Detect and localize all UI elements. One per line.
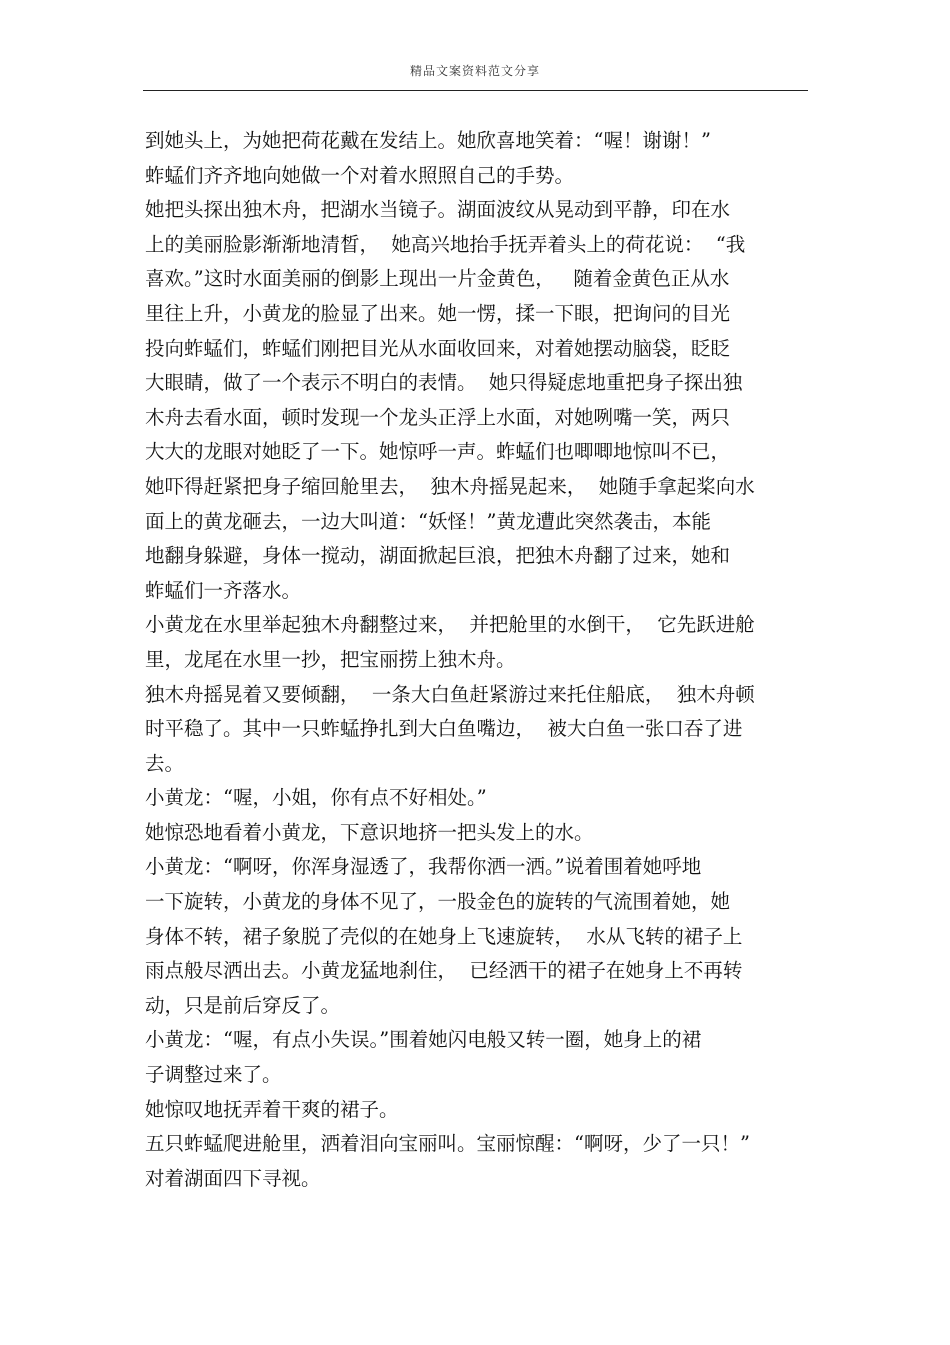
header-divider xyxy=(143,90,808,91)
text-line: 小黄龙：“喔，有点小失误。”围着她闪电般又转一圈，她身上的裙 xyxy=(145,1028,702,1052)
text-line: 对着湖面四下寻视。 xyxy=(145,1166,321,1190)
text-line: 身体不转，裙子象脱了壳似的在她身上飞速旋转， 水从飞转的裙子上 xyxy=(145,924,743,948)
text-line: 面上的黄龙砸去，一边大叫道：“妖怪！”黄龙遭此突然袭击，本能 xyxy=(145,509,711,533)
text-line: 动，只是前后穿反了。 xyxy=(145,993,341,1017)
text-line: 蚱蜢们齐齐地向她做一个对着水照照自己的手势。 xyxy=(145,163,575,187)
text-line: 时平稳了。其中一只蚱蜢挣扎到大白鱼嘴边， 被大白鱼一张口吞了进 xyxy=(145,717,743,741)
text-line: 去。 xyxy=(145,751,185,775)
text-line: 独木舟摇晃着又要倾翻， 一条大白鱼赶紧游过来托住船底， 独木舟顿 xyxy=(145,682,755,706)
text-line: 到她头上，为她把荷花戴在发结上。她欣喜地笑着：“喔！谢谢！” xyxy=(145,129,711,152)
document-body xyxy=(145,124,815,1196)
text-line: 小黄龙：“喔，小姐，你有点不好相处。” xyxy=(145,786,487,810)
text-line: 蚱蜢们一齐落水。 xyxy=(145,578,302,602)
text-line: 喜欢。”这时水面美丽的倒影上现出一片金黄色， 随着金黄色正从水 xyxy=(145,267,730,291)
text-line: 子调整过来了。 xyxy=(145,1063,282,1087)
text-line: 她把头探出独木舟，把湖水当镜子。湖面波纹从晃动到平静，印在水 xyxy=(145,198,731,222)
text-line: 五只蚱蜢爬进舱里，洒着泪向宝丽叫。宝丽惊醒：“啊呀，少了一只！” xyxy=(145,1132,750,1156)
page-header: 精品文案资料范文分享 xyxy=(409,64,540,78)
text-line: 她吓得赶紧把身子缩回舱里去， 独木舟摇晃起来， 她随手拿起桨向水 xyxy=(145,474,755,498)
text-line: 木舟去看水面，顿时发现一个龙头正浮上水面，对她咧嘴一笑，两只 xyxy=(145,405,731,429)
text-line: 投向蚱蜢们，蚱蜢们刚把目光从水面收回来，对着她摆动脑袋，眨眨 xyxy=(145,336,731,360)
text-line: 一下旋转，小黄龙的身体不见了，一股金色的旋转的气流围着她，她 xyxy=(145,890,731,914)
text-line: 里，龙尾在水里一抄，把宝丽捞上独木舟。 xyxy=(145,647,516,671)
text-line: 大大的龙眼对她眨了一下。她惊呼一声。蚱蜢们也唧唧地惊叫不已， xyxy=(145,440,731,464)
text-line: 地翻身躲避，身体一搅动，湖面掀起巨浪，把独木舟翻了过来，她和 xyxy=(145,544,731,568)
text-line: 她惊叹地抚弄着干爽的裙子。 xyxy=(145,1097,399,1121)
text-line: 大眼睛，做了一个表示不明白的表情。 她只得疑虑地重把身子探出独 xyxy=(145,371,743,395)
text-line: 里往上升，小黄龙的脸显了出来。她一愣，揉一下眼，把询问的目光 xyxy=(145,301,731,325)
text-line: 她惊恐地看着小黄龙，下意识地挤一把头发上的水。 xyxy=(145,820,594,844)
text-line: 小黄龙在水里举起独木舟翻整过来， 并把舱里的水倒干， 它先跃进舱 xyxy=(145,613,755,637)
text-line: 小黄龙：“啊呀，你浑身湿透了，我帮你洒一洒。”说着围着她呼地 xyxy=(145,855,702,879)
text-line: 雨点般尽洒出去。小黄龙猛地刹住， 已经洒干的裙子在她身上不再转 xyxy=(145,959,743,983)
text-line: 上的美丽脸影渐渐地清晳， 她高兴地抬手抚弄着头上的荷花说： “我 xyxy=(145,232,746,256)
